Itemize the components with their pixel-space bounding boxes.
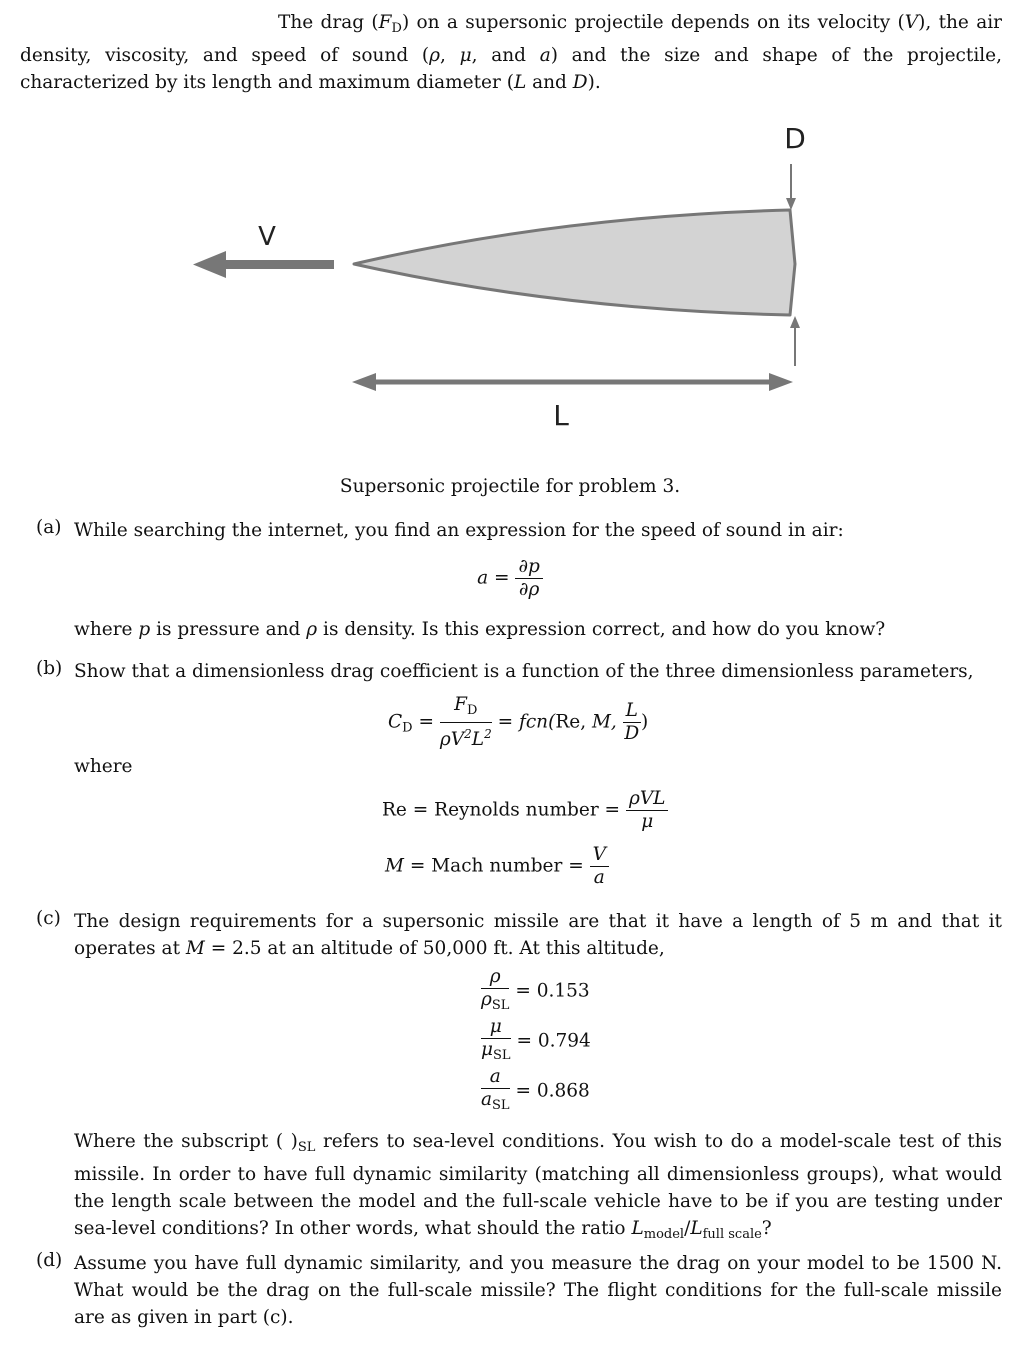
question-mark: ? [761, 1218, 772, 1239]
speed-of-sound-equation [0, 556, 1020, 601]
viscosity-den: μ [481, 1039, 494, 1060]
sound-speed-ratio [481, 1066, 590, 1117]
ld-num: L [623, 700, 641, 723]
cd-symbol: C [388, 711, 403, 733]
ld-den: D [624, 723, 640, 744]
var-d: D [572, 72, 588, 93]
density-den-sub: SL [491, 998, 510, 1013]
var-p: p [138, 619, 151, 640]
var-rho: ρ [306, 619, 318, 640]
intro-paragraph [20, 9, 1002, 96]
part-c-text [74, 908, 1002, 962]
viscosity-value: = 0.794 [516, 1030, 591, 1052]
part-c-question [74, 1128, 1002, 1248]
label-d: D [784, 122, 806, 155]
reynolds-definition [382, 788, 668, 833]
part-d-text: Assume you have full dynamic similarity, and you measure the drag on your model to be 1500 N. What would be the drag on the full-scale missile? The flight conditions for the full-scale missile are as given in part (c). [74, 1253, 1002, 1328]
full-scale-sub: full scale [702, 1227, 762, 1242]
part-b-text: Show that a dimensionless drag coefficient is a function of the three dimensionless parameters, [74, 661, 974, 682]
sound-speed-den: a [481, 1089, 493, 1110]
part-c-label: (c) [36, 908, 61, 929]
cd-sub: D [402, 720, 413, 736]
var-fd: F [378, 12, 392, 33]
where-text: is density. Is this expression correct, and how do you know? [317, 619, 886, 640]
cd-den-sup: 2 [464, 727, 472, 741]
var-l-full: L [690, 1218, 703, 1239]
var-l-model: L [631, 1218, 644, 1239]
eq-sign: = [412, 711, 434, 733]
projectile-diagram [0, 100, 1020, 440]
length-arrow-left-head [352, 373, 376, 391]
diameter-arrow-top-head [786, 198, 796, 210]
drag-coefficient-equation [388, 694, 648, 751]
var-rho: ρ [429, 45, 440, 66]
viscosity-num: μ [481, 1016, 511, 1039]
where-label: where [74, 756, 133, 777]
part-c-text-a: The design requirements for a supersonic missile are that it have a length of 5 m and that it operates at [74, 911, 1002, 959]
intro-text: and [526, 72, 573, 93]
velocity-arrow-shaft [222, 260, 334, 269]
density-ratio [481, 966, 590, 1017]
intro-text: ). [587, 72, 601, 93]
intro-text: ) on a supersonic projectile depends on its velocity ( [401, 12, 905, 33]
viscosity-den-sub: SL [493, 1048, 511, 1063]
intro-text: , [439, 45, 460, 66]
sound-speed-num: a [481, 1066, 510, 1089]
re-line: Re = Reynolds number = [382, 799, 621, 821]
eq-a-num: ∂p [515, 556, 542, 579]
var-l: L [513, 72, 527, 93]
sound-speed-fraction [481, 1066, 510, 1117]
mach-line: = Mach number = [403, 855, 584, 877]
intro-text: The drag ( [278, 12, 379, 33]
projectile-body [354, 210, 795, 315]
re-den: μ [641, 811, 654, 832]
cd-num: F [454, 694, 467, 715]
m-symbol: M, [591, 711, 623, 733]
mach-definition [385, 844, 609, 889]
question-text: Where the subscript ( ) [74, 1131, 298, 1152]
eq-a-den: ∂ρ [518, 579, 540, 600]
viscosity-ratio [481, 1016, 591, 1067]
density-num: ρ [481, 966, 509, 989]
part-d-label: (d) [36, 1250, 63, 1271]
cd-fraction [440, 694, 492, 751]
cd-num-sub: D [466, 703, 478, 718]
label-v: V [258, 222, 276, 252]
var-a: a [539, 45, 551, 66]
close-paren: ) [640, 711, 649, 733]
eq-a-fraction [515, 556, 542, 601]
slash: / [684, 1218, 691, 1239]
intro-text: ), the air density, viscosity, and speed of sound ( [20, 12, 1002, 66]
part-b-label: (b) [36, 658, 63, 679]
ld-fraction [623, 700, 641, 745]
mach-fraction [590, 844, 609, 889]
where-text: where [74, 619, 139, 640]
var-v: V [904, 12, 919, 33]
part-a-where [74, 616, 1002, 643]
cd-den: ρV [439, 729, 465, 750]
question-text: refers to sea-level conditions. You wish to do a model-scale test of this missile. In order to have full dynamic similarity (matching all dimensionless groups), what would the length scale between the model and the full-scale vehicle have to be if you are testing under sea-level conditions? In other words, what should the ratio [74, 1131, 1002, 1239]
var-fd-sub: D [391, 21, 402, 36]
diameter-arrow-bottom-head [790, 316, 800, 328]
intro-text: ) and the size and shape of the projectile, characterized by its length and maximum diameter ( [20, 45, 1003, 93]
density-den: ρ [481, 989, 492, 1010]
sound-speed-value: = 0.868 [515, 1080, 590, 1102]
where-text: is pressure and [150, 619, 307, 640]
density-value: = 0.153 [515, 980, 590, 1002]
length-arrow-right-head [769, 373, 793, 391]
viscosity-fraction [481, 1016, 511, 1067]
mach-num: V [590, 844, 609, 867]
density-fraction [481, 966, 509, 1017]
intro-text: , and [471, 45, 540, 66]
part-a-text: While searching the internet, you find an expression for the speed of sound in air: [74, 520, 844, 541]
part-a-label: (a) [36, 517, 62, 538]
cd-den-l: L [471, 729, 485, 750]
figure-caption: Supersonic projectile for problem 3. [339, 476, 681, 497]
velocity-arrow-head [193, 251, 226, 278]
sound-speed-den-sub: SL [492, 1098, 510, 1113]
fcn-text: = fcn( [491, 711, 556, 733]
cd-den-sup: 2 [484, 727, 492, 741]
re-num: ρVL [626, 788, 669, 811]
model-sub: model [643, 1227, 685, 1242]
re-fraction [626, 788, 669, 833]
mach-den: a [593, 867, 605, 888]
mach-symbol: M [385, 855, 404, 877]
eq-a-lhs: a = [477, 567, 510, 589]
var-mu: μ [459, 45, 472, 66]
part-c-text-b: = 2.5 at an altitude of 50,000 ft. At this altitude, [204, 938, 665, 959]
sl-sub: SL [297, 1140, 316, 1155]
re-symbol: Re, [555, 711, 592, 733]
var-m: M [185, 938, 205, 959]
label-l: L [553, 399, 569, 432]
